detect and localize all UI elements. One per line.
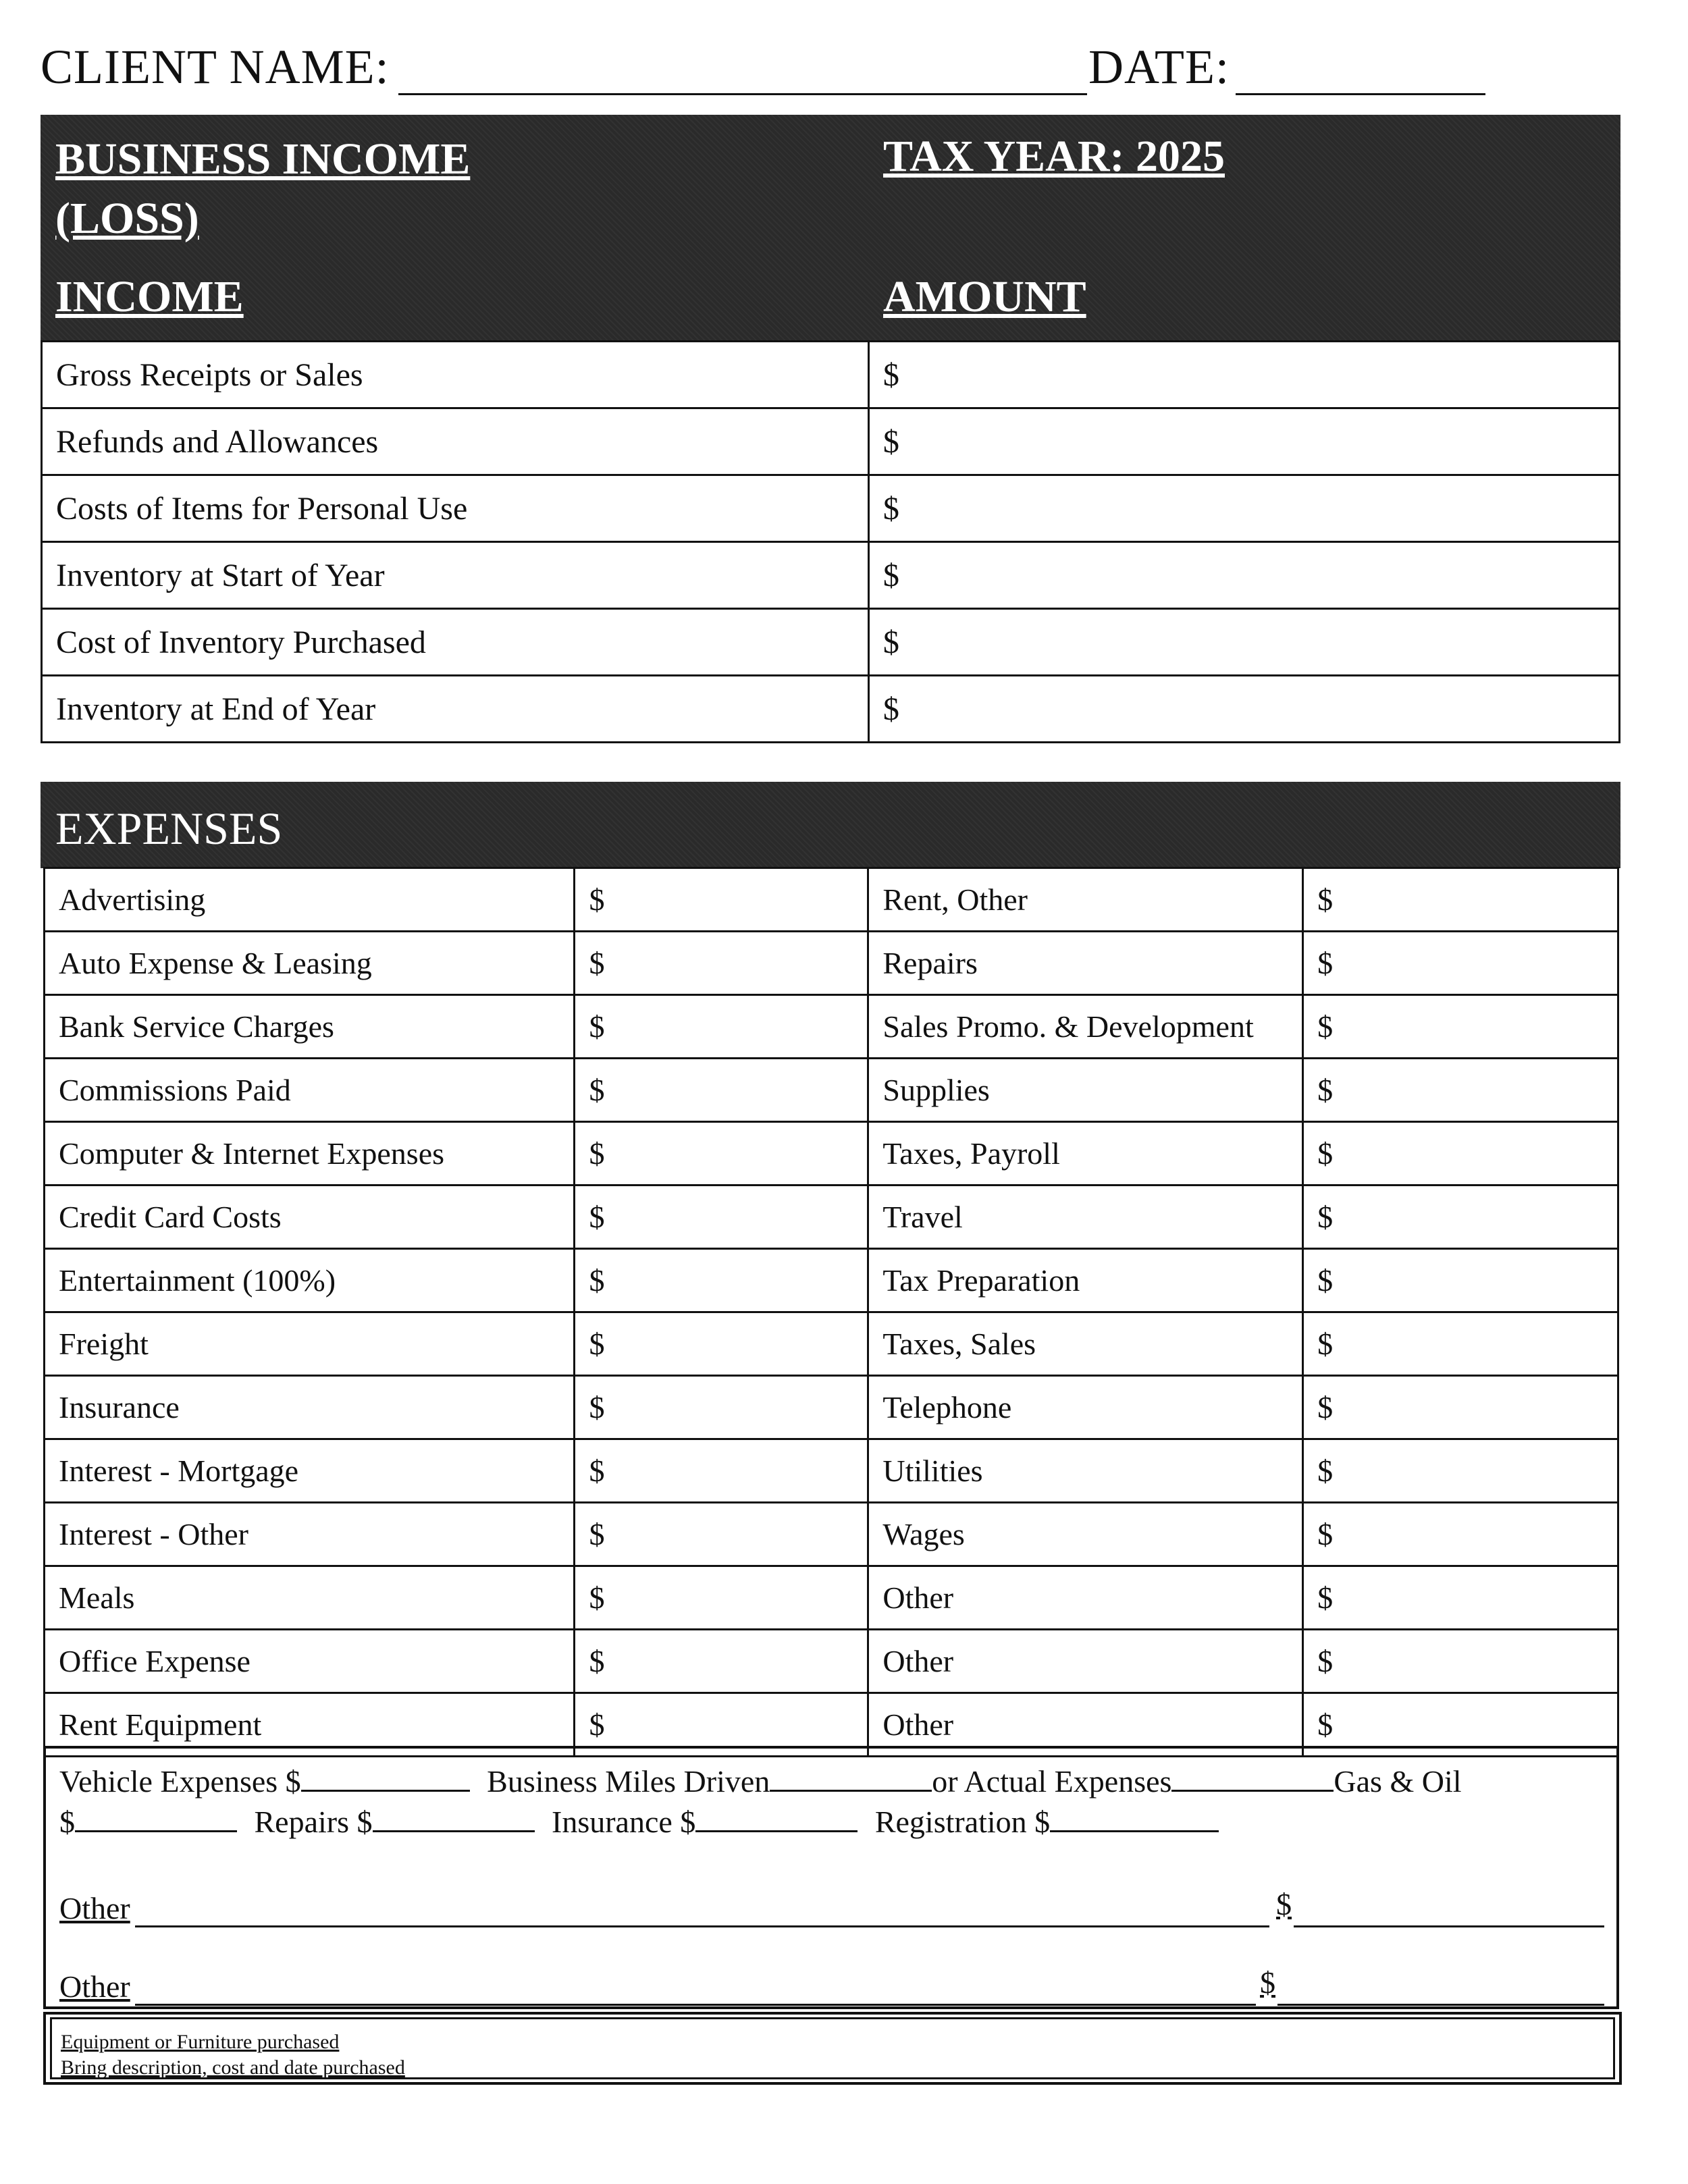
expense-amount-field-left[interactable]: $ (575, 1059, 868, 1122)
business-miles-label: Business Miles Driven (487, 1764, 770, 1799)
expense-amount-field-left[interactable]: $ (575, 868, 868, 932)
expense-label-right: Travel (868, 1186, 1303, 1249)
expense-amount-field-left[interactable]: $ (575, 1566, 868, 1630)
registration-label: Registration $ (874, 1805, 1051, 1839)
expense-amount-field-right[interactable]: $ (1303, 1439, 1618, 1503)
expense-label-right: Taxes, Sales (868, 1312, 1303, 1376)
expense-row (45, 1059, 1618, 1122)
income-row (42, 475, 1620, 542)
expense-label-left: Interest - Mortgage (45, 1439, 575, 1503)
expense-label-right: Wages (868, 1503, 1303, 1566)
expense-label-left: Commissions Paid (45, 1059, 575, 1122)
expense-label-left: Meals (45, 1566, 575, 1630)
gas-oil-label: Gas & Oil (1334, 1764, 1462, 1799)
expense-amount-field-left[interactable]: $ (575, 995, 868, 1059)
income-amount-field[interactable]: $ (868, 408, 1619, 475)
expense-row (45, 995, 1618, 1059)
expense-row (45, 1312, 1618, 1376)
expense-amount-field-left[interactable]: $ (575, 1630, 868, 1693)
income-label: Gross Receipts or Sales (42, 342, 869, 408)
expense-amount-field-left[interactable]: $ (575, 1376, 868, 1439)
expense-row (45, 1122, 1618, 1186)
expense-row (45, 1249, 1618, 1312)
equipment-line-2: Bring description, cost and date purchased (61, 2056, 405, 2079)
business-miles-field[interactable] (770, 1767, 932, 1792)
equipment-line-1: Equipment or Furniture purchased (61, 2031, 340, 2053)
income-amount-field[interactable]: $ (868, 475, 1619, 542)
amount-column-header: AMOUNT (883, 272, 1086, 321)
repairs-label: Repairs $ (254, 1805, 373, 1839)
expense-label-right: Other (868, 1693, 1303, 1757)
insurance-label: Insurance $ (552, 1805, 696, 1839)
income-row (42, 542, 1620, 609)
income-label: Costs of Items for Personal Use (42, 475, 869, 542)
actual-expenses-label: or Actual Expenses (932, 1764, 1172, 1799)
expense-label-left: Office Expense (45, 1630, 575, 1693)
expense-amount-field-right[interactable]: $ (1303, 1186, 1618, 1249)
expense-amount-field-left[interactable]: $ (575, 1693, 868, 1757)
expense-label-right: Telephone (868, 1376, 1303, 1439)
expense-label-right: Tax Preparation (868, 1249, 1303, 1312)
vehicle-expenses-field[interactable] (301, 1767, 470, 1792)
other-amount-field-1[interactable] (1294, 1890, 1604, 1927)
expense-amount-field-right[interactable]: $ (1303, 1503, 1618, 1566)
tax-year-label: TAX YEAR: 2025 (883, 132, 1225, 181)
other-label-1: Other (59, 1891, 130, 1925)
expense-amount-field-right[interactable]: $ (1303, 1693, 1618, 1757)
expense-amount-field-left[interactable]: $ (575, 1312, 868, 1376)
income-table (41, 340, 1620, 743)
vehicle-line-2 (59, 1804, 1219, 1840)
expense-row (45, 1439, 1618, 1503)
client-name-field[interactable] (398, 41, 1087, 95)
expense-row (45, 1186, 1618, 1249)
expense-amount-field-right[interactable]: $ (1303, 1122, 1618, 1186)
date-label: DATE: (1088, 40, 1230, 94)
section-title-line1: BUSINESS INCOME (55, 134, 471, 184)
income-amount-field[interactable]: $ (868, 609, 1619, 676)
income-label: Refunds and Allowances (42, 408, 869, 475)
expense-amount-field-right[interactable]: $ (1303, 868, 1618, 932)
income-label: Inventory at End of Year (42, 676, 869, 743)
expense-amount-field-right[interactable]: $ (1303, 932, 1618, 995)
gas-oil-dollar: $ (59, 1805, 75, 1839)
income-row (42, 408, 1620, 475)
expense-label-left: Rent Equipment (45, 1693, 575, 1757)
other-dollar-1: $ (1276, 1887, 1292, 1921)
income-row (42, 676, 1620, 743)
expense-label-left: Credit Card Costs (45, 1186, 575, 1249)
income-header-bar (41, 115, 1620, 342)
expense-label-left: Entertainment (100%) (45, 1249, 575, 1312)
expense-label-left: Freight (45, 1312, 575, 1376)
income-column-header: INCOME (55, 272, 244, 321)
expense-amount-field-right[interactable]: $ (1303, 1376, 1618, 1439)
gas-oil-field[interactable] (75, 1807, 237, 1832)
date-field[interactable] (1236, 41, 1485, 95)
expenses-title: EXPENSES (55, 803, 283, 854)
income-label: Inventory at Start of Year (42, 542, 869, 609)
other-description-field-1[interactable] (135, 1890, 1269, 1927)
expense-label-right: Supplies (868, 1059, 1303, 1122)
expense-amount-field-right[interactable]: $ (1303, 1312, 1618, 1376)
expense-label-right: Taxes, Payroll (868, 1122, 1303, 1186)
expense-amount-field-right[interactable]: $ (1303, 1059, 1618, 1122)
expenses-header-bar (41, 782, 1620, 868)
insurance-field[interactable] (695, 1807, 858, 1832)
expense-amount-field-left[interactable]: $ (575, 932, 868, 995)
expenses-table (43, 867, 1619, 1757)
expense-row (45, 1630, 1618, 1693)
expense-amount-field-right[interactable]: $ (1303, 1249, 1618, 1312)
expense-amount-field-left[interactable]: $ (575, 1439, 868, 1503)
expense-label-left: Bank Service Charges (45, 995, 575, 1059)
income-row (42, 342, 1620, 408)
expense-row (45, 1376, 1618, 1439)
expense-label-left: Auto Expense & Leasing (45, 932, 575, 995)
repairs-field[interactable] (373, 1807, 535, 1832)
other-description-field-2[interactable] (135, 1969, 1256, 2006)
income-row (42, 609, 1620, 676)
expense-amount-field-right[interactable]: $ (1303, 1630, 1618, 1693)
expense-label-right: Rent, Other (868, 868, 1303, 932)
section-title-line2: (LOSS) (55, 194, 199, 243)
other-dollar-2: $ (1260, 1965, 1275, 2000)
expense-label-right: Repairs (868, 932, 1303, 995)
expense-label-left: Computer & Internet Expenses (45, 1122, 575, 1186)
expense-label-right: Other (868, 1630, 1303, 1693)
expense-row (45, 1503, 1618, 1566)
expense-label-left: Insurance (45, 1376, 575, 1439)
expense-label-right: Utilities (868, 1439, 1303, 1503)
expense-label-left: Interest - Other (45, 1503, 575, 1566)
income-amount-field[interactable]: $ (868, 542, 1619, 609)
expense-label-right: Sales Promo. & Development (868, 995, 1303, 1059)
other-label-2: Other (59, 1969, 130, 2004)
expense-amount-field-left[interactable]: $ (575, 1186, 868, 1249)
expense-amount-field-right[interactable]: $ (1303, 1566, 1618, 1630)
expense-label-left: Advertising (45, 868, 575, 932)
vehicle-expenses-label: Vehicle Expenses $ (59, 1764, 301, 1799)
expense-amount-field-left[interactable]: $ (575, 1503, 868, 1566)
expense-row (45, 932, 1618, 995)
expense-amount-field-left[interactable]: $ (575, 1122, 868, 1186)
expense-amount-field-left[interactable]: $ (575, 1249, 868, 1312)
expense-row (45, 1566, 1618, 1630)
vehicle-line-1 (59, 1763, 1462, 1799)
expense-row (45, 868, 1618, 932)
income-amount-field[interactable]: $ (868, 342, 1619, 408)
actual-expenses-field[interactable] (1171, 1767, 1334, 1792)
income-label: Cost of Inventory Purchased (42, 609, 869, 676)
registration-field[interactable] (1050, 1807, 1219, 1832)
client-name-label: CLIENT NAME: (41, 40, 390, 94)
income-amount-field[interactable]: $ (868, 676, 1619, 743)
other-amount-field-2[interactable] (1277, 1969, 1604, 2006)
expense-amount-field-right[interactable]: $ (1303, 995, 1618, 1059)
expense-label-right: Other (868, 1566, 1303, 1630)
